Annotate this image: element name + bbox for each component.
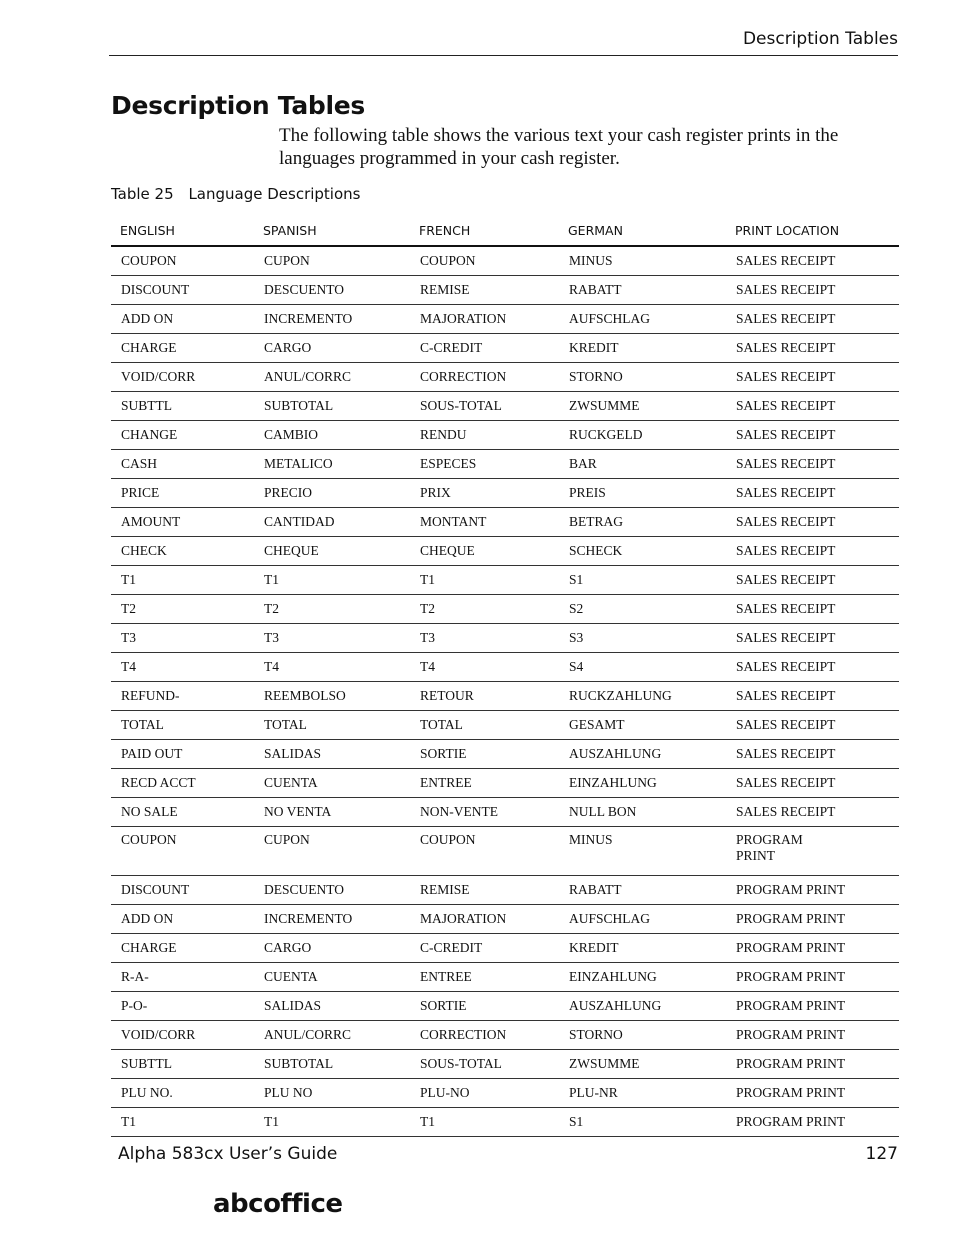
cell-french: T3 <box>410 624 559 653</box>
cell-german: S1 <box>559 566 726 595</box>
cell-print-location: SALES RECEIPT <box>726 450 899 479</box>
cell-spanish: SUBTOTAL <box>254 1050 410 1079</box>
table-row <box>111 740 899 769</box>
cell-spanish: SUBTOTAL <box>254 392 410 421</box>
cell-english: ADD ON <box>111 905 254 934</box>
cell-print-location: SALES RECEIPT <box>726 682 899 711</box>
cell-spanish: PLU NO <box>254 1079 410 1108</box>
cell-print-location: SALES RECEIPT <box>726 246 899 276</box>
table-row <box>111 334 899 363</box>
cell-french: TOTAL <box>410 711 559 740</box>
cell-german: AUFSCHLAG <box>559 905 726 934</box>
cell-french: ENTREE <box>410 769 559 798</box>
cell-print-location: SALES RECEIPT <box>726 537 899 566</box>
cell-french: NON-VENTE <box>410 798 559 827</box>
cell-print-location: SALES RECEIPT <box>726 711 899 740</box>
cell-german: MINUS <box>559 246 726 276</box>
table-row <box>111 479 899 508</box>
cell-english: P-O- <box>111 992 254 1021</box>
cell-german: S2 <box>559 595 726 624</box>
table-row <box>111 1050 899 1079</box>
cell-french: COUPON <box>410 246 559 276</box>
cell-german: BETRAG <box>559 508 726 537</box>
column-header-print-location: PRINT LOCATION <box>726 215 899 246</box>
table-row <box>111 363 899 392</box>
table-row <box>111 798 899 827</box>
cell-french: REMISE <box>410 876 559 905</box>
cell-print-location: SALES RECEIPT <box>726 798 899 827</box>
cell-print-location: PROGRAM PRINT <box>726 876 899 905</box>
cell-spanish: NO VENTA <box>254 798 410 827</box>
footer-page-number: 127 <box>865 1144 898 1164</box>
cell-spanish: INCREMENTO <box>254 305 410 334</box>
cell-spanish: REEMBOLSO <box>254 682 410 711</box>
cell-spanish: CARGO <box>254 934 410 963</box>
cell-french: T1 <box>410 1108 559 1137</box>
cell-spanish: DESCUENTO <box>254 276 410 305</box>
cell-french: MAJORATION <box>410 905 559 934</box>
cell-german: RABATT <box>559 276 726 305</box>
cell-print-location: PROGRAM PRINT <box>726 934 899 963</box>
table-row <box>111 963 899 992</box>
page-title: Description Tables <box>111 91 365 120</box>
cell-french: SOUS-TOTAL <box>410 392 559 421</box>
cell-english: RECD ACCT <box>111 769 254 798</box>
column-header-french: FRENCH <box>410 215 559 246</box>
table-body <box>111 246 899 1137</box>
table-row <box>111 653 899 682</box>
cell-french: T4 <box>410 653 559 682</box>
cell-french: MONTANT <box>410 508 559 537</box>
cell-spanish: CARGO <box>254 334 410 363</box>
table-caption <box>111 184 360 204</box>
cell-german: EINZAHLUNG <box>559 769 726 798</box>
cell-spanish: CANTIDAD <box>254 508 410 537</box>
cell-spanish: CUPON <box>254 827 410 876</box>
table-caption-number: Table 25 <box>111 185 174 203</box>
cell-spanish: INCREMENTO <box>254 905 410 934</box>
table-row <box>111 682 899 711</box>
cell-french: CORRECTION <box>410 1021 559 1050</box>
brand-logo: abcoffice <box>213 1189 343 1219</box>
cell-spanish: CUENTA <box>254 963 410 992</box>
cell-spanish: T2 <box>254 595 410 624</box>
cell-print-location: PROGRAM PRINT <box>726 1050 899 1079</box>
cell-print-location: SALES RECEIPT <box>726 595 899 624</box>
column-header-english: ENGLISH <box>111 215 254 246</box>
cell-french: PRIX <box>410 479 559 508</box>
cell-german: EINZAHLUNG <box>559 963 726 992</box>
cell-french: C-CREDIT <box>410 334 559 363</box>
cell-english: T1 <box>111 566 254 595</box>
cell-english: VOID/CORR <box>111 363 254 392</box>
cell-french: SORTIE <box>410 740 559 769</box>
table-row <box>111 992 899 1021</box>
cell-english: COUPON <box>111 827 254 876</box>
cell-german: BAR <box>559 450 726 479</box>
cell-french: MAJORATION <box>410 305 559 334</box>
cell-print-location: SALES RECEIPT <box>726 276 899 305</box>
intro-paragraph: The following table shows the various text your cash register prints in the languages programmed in your cash register. <box>279 125 839 169</box>
cell-french: SORTIE <box>410 992 559 1021</box>
cell-french: T2 <box>410 595 559 624</box>
cell-german: RUCKZAHLUNG <box>559 682 726 711</box>
footer-guide-title: Alpha 583cx User’s Guide <box>118 1144 338 1164</box>
table-row <box>111 827 899 876</box>
cell-french: CHEQUE <box>410 537 559 566</box>
cell-english: T1 <box>111 1108 254 1137</box>
cell-french: RETOUR <box>410 682 559 711</box>
cell-spanish: PRECIO <box>254 479 410 508</box>
cell-german: RUCKGELD <box>559 421 726 450</box>
table-row <box>111 595 899 624</box>
column-header-spanish: SPANISH <box>254 215 410 246</box>
table-row <box>111 769 899 798</box>
table-row <box>111 876 899 905</box>
cell-spanish: DESCUENTO <box>254 876 410 905</box>
cell-spanish: CAMBIO <box>254 421 410 450</box>
table-row <box>111 450 899 479</box>
cell-spanish: ANUL/CORRC <box>254 1021 410 1050</box>
cell-print-location: PROGRAM PRINT <box>726 963 899 992</box>
cell-print-location: SALES RECEIPT <box>726 392 899 421</box>
cell-german: PREIS <box>559 479 726 508</box>
cell-german: NULL BON <box>559 798 726 827</box>
cell-english: T2 <box>111 595 254 624</box>
cell-spanish: T4 <box>254 653 410 682</box>
cell-print-location <box>726 827 899 876</box>
cell-german: KREDIT <box>559 334 726 363</box>
cell-french: C-CREDIT <box>410 934 559 963</box>
table-row <box>111 934 899 963</box>
cell-german: ZWSUMME <box>559 1050 726 1079</box>
cell-german: STORNO <box>559 363 726 392</box>
cell-spanish: T3 <box>254 624 410 653</box>
table-row <box>111 276 899 305</box>
cell-english: PLU NO. <box>111 1079 254 1108</box>
cell-english: CHANGE <box>111 421 254 450</box>
cell-german: KREDIT <box>559 934 726 963</box>
table-row <box>111 305 899 334</box>
cell-german: S3 <box>559 624 726 653</box>
cell-english: T4 <box>111 653 254 682</box>
table-row <box>111 566 899 595</box>
table-row <box>111 1079 899 1108</box>
cell-german: MINUS <box>559 827 726 876</box>
cell-english: TOTAL <box>111 711 254 740</box>
table-row <box>111 1108 899 1137</box>
cell-print-location: SALES RECEIPT <box>726 653 899 682</box>
cell-english: T3 <box>111 624 254 653</box>
cell-english: R-A- <box>111 963 254 992</box>
table-row <box>111 905 899 934</box>
cell-german: AUSZAHLUNG <box>559 992 726 1021</box>
cell-french: CORRECTION <box>410 363 559 392</box>
cell-print-location: SALES RECEIPT <box>726 334 899 363</box>
cell-french: COUPON <box>410 827 559 876</box>
cell-german: AUFSCHLAG <box>559 305 726 334</box>
cell-english: CHARGE <box>111 934 254 963</box>
cell-french: PLU-NO <box>410 1079 559 1108</box>
table-row <box>111 508 899 537</box>
cell-spanish: CUENTA <box>254 769 410 798</box>
table-row <box>111 1021 899 1050</box>
cell-german: S4 <box>559 653 726 682</box>
cell-print-location: SALES RECEIPT <box>726 740 899 769</box>
table-row <box>111 624 899 653</box>
cell-spanish: SALIDAS <box>254 740 410 769</box>
cell-spanish: SALIDAS <box>254 992 410 1021</box>
cell-print-location: SALES RECEIPT <box>726 624 899 653</box>
cell-german: ZWSUMME <box>559 392 726 421</box>
cell-print-location-text: PROGRAM PRINT <box>736 832 803 863</box>
cell-print-location: PROGRAM PRINT <box>726 992 899 1021</box>
cell-german: AUSZAHLUNG <box>559 740 726 769</box>
cell-spanish: CHEQUE <box>254 537 410 566</box>
cell-print-location: PROGRAM PRINT <box>726 905 899 934</box>
table-row <box>111 421 899 450</box>
column-header-german: GERMAN <box>559 215 726 246</box>
table-row <box>111 392 899 421</box>
table-row <box>111 711 899 740</box>
cell-english: ADD ON <box>111 305 254 334</box>
cell-spanish: T1 <box>254 566 410 595</box>
cell-english: VOID/CORR <box>111 1021 254 1050</box>
running-header <box>109 28 898 56</box>
cell-english: DISCOUNT <box>111 276 254 305</box>
cell-spanish: ANUL/CORRC <box>254 363 410 392</box>
cell-print-location: SALES RECEIPT <box>726 769 899 798</box>
cell-spanish: CUPON <box>254 246 410 276</box>
table-row <box>111 246 899 276</box>
running-header-title: Description Tables <box>742 29 898 49</box>
cell-english: REFUND- <box>111 682 254 711</box>
cell-print-location: SALES RECEIPT <box>726 508 899 537</box>
cell-print-location: SALES RECEIPT <box>726 363 899 392</box>
cell-english: SUBTTL <box>111 1050 254 1079</box>
cell-print-location: SALES RECEIPT <box>726 479 899 508</box>
cell-english: PAID OUT <box>111 740 254 769</box>
cell-spanish: TOTAL <box>254 711 410 740</box>
cell-english: PRICE <box>111 479 254 508</box>
cell-french: SOUS-TOTAL <box>410 1050 559 1079</box>
cell-german: GESAMT <box>559 711 726 740</box>
cell-print-location: SALES RECEIPT <box>726 421 899 450</box>
cell-print-location: PROGRAM PRINT <box>726 1108 899 1137</box>
cell-french: RENDU <box>410 421 559 450</box>
cell-spanish: T1 <box>254 1108 410 1137</box>
cell-print-location: SALES RECEIPT <box>726 566 899 595</box>
cell-english: CHARGE <box>111 334 254 363</box>
table-row <box>111 537 899 566</box>
cell-german: PLU-NR <box>559 1079 726 1108</box>
cell-german: S1 <box>559 1108 726 1137</box>
cell-print-location: SALES RECEIPT <box>726 305 899 334</box>
cell-german: STORNO <box>559 1021 726 1050</box>
language-descriptions-table <box>111 215 899 1137</box>
cell-french: REMISE <box>410 276 559 305</box>
table-header-row <box>111 215 899 246</box>
cell-english: AMOUNT <box>111 508 254 537</box>
cell-english: NO SALE <box>111 798 254 827</box>
cell-french: ESPECES <box>410 450 559 479</box>
cell-print-location: PROGRAM PRINT <box>726 1021 899 1050</box>
cell-print-location: PROGRAM PRINT <box>726 1079 899 1108</box>
cell-english: CASH <box>111 450 254 479</box>
cell-french: T1 <box>410 566 559 595</box>
cell-english: DISCOUNT <box>111 876 254 905</box>
cell-english: COUPON <box>111 246 254 276</box>
cell-english: SUBTTL <box>111 392 254 421</box>
cell-german: SCHECK <box>559 537 726 566</box>
cell-spanish: METALICO <box>254 450 410 479</box>
cell-french: ENTREE <box>410 963 559 992</box>
cell-english: CHECK <box>111 537 254 566</box>
table-caption-title: Language Descriptions <box>188 185 361 203</box>
cell-german: RABATT <box>559 876 726 905</box>
